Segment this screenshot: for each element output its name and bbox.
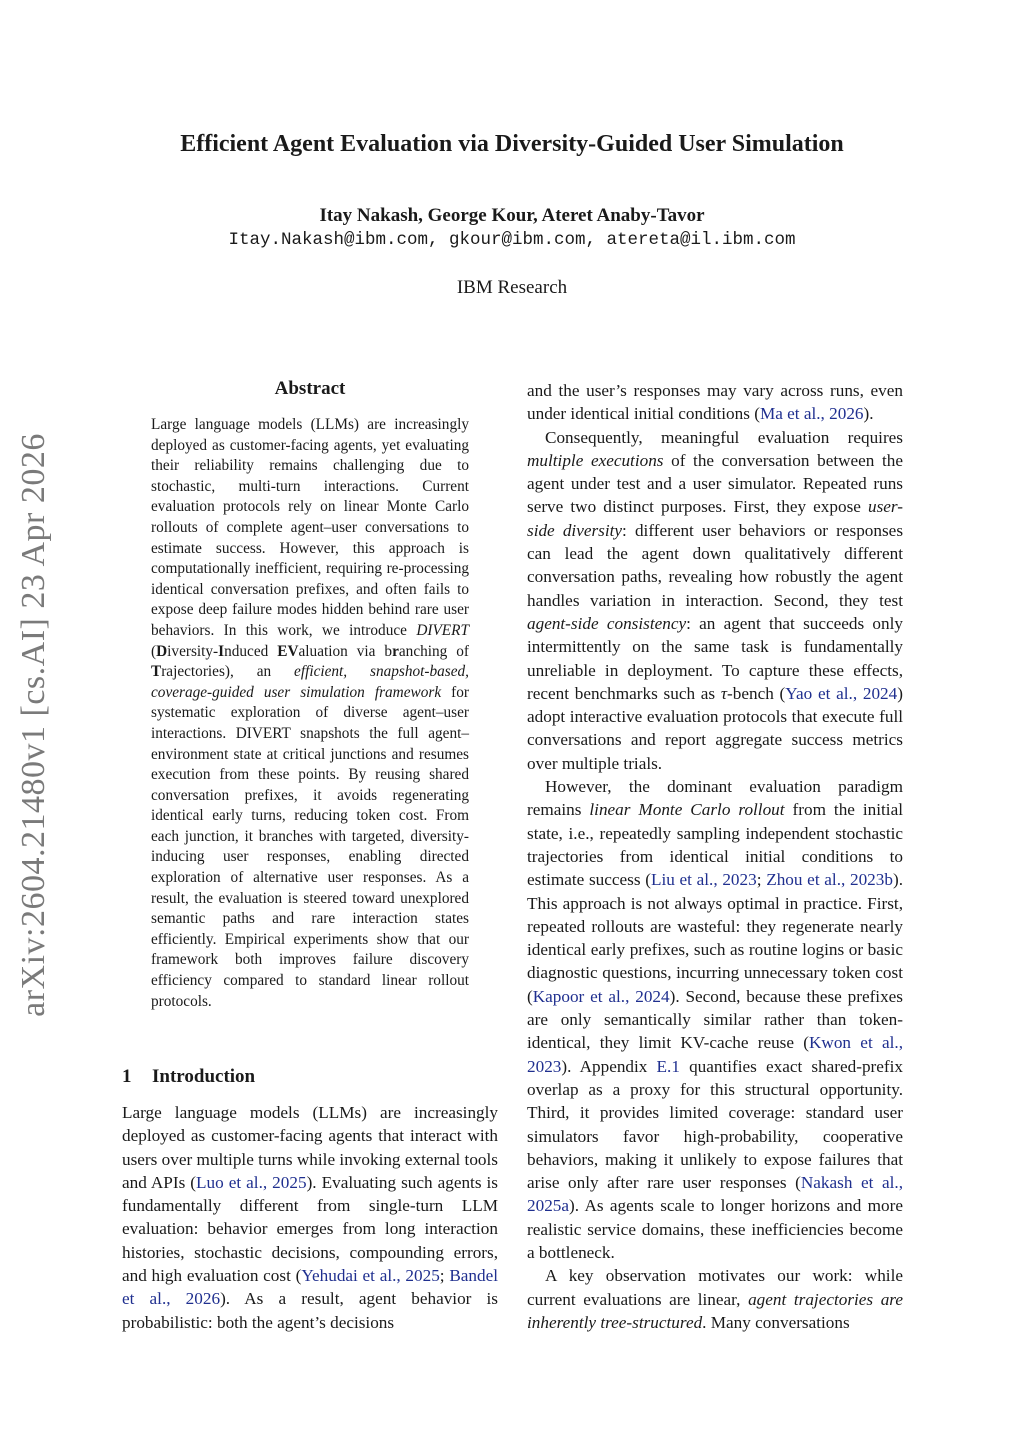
abstract-heading: Abstract: [274, 378, 346, 399]
appendix-link[interactable]: E.1: [656, 1056, 680, 1076]
body-paragraph: and the user’s responses may vary across runs, even under identical initial conditions (Ma et al., 2026).: [527, 381, 903, 424]
body-paragraph: However, the dominant evaluation paradigm remains linear Monte Carlo rollout from the initial state, i.e., repeatedly sampling independent stochastic trajectories from identical initial conditions to estimate success (Liu et al., 2023; Zhou et al., 2023b). This approach is not always optimal in practice. First, repeated rollouts are wasteful: they regenerate nearly identical early prefixes, such as routine logins or basic diagnostic questions, incurring unnecessary token cost (Kapoor et al., 2024). Second, because these prefixes are only semantically similar rather than token-identical, they limit KV-cache reuse (Kwon et al., 2023). Appendix E.1 quantifies exact shared-prefix overlap as a proxy for this structural opportunity. Third, it provides limited coverage: standard user simulators favor high-probability, cooperative behaviors, making it unlikely to expose failures that arise only after rare user responses (Nakash et al., 2025a). As agents scale to longer horizons and more realistic service domains, these inefficiencies become a bottleneck.: [527, 777, 904, 1262]
right-column: [527, 379, 903, 1334]
arxiv-identifier: arXiv:2604.21480v1 [cs.AI] 23 Apr 2026: [15, 433, 53, 1017]
arxiv-side-stamp: [2, 430, 66, 1020]
section-heading-introduction: [122, 1066, 255, 1088]
citation-link[interactable]: Bandel et al., 2026: [122, 1266, 498, 1309]
citation-link[interactable]: Yehudai et al., 2025: [301, 1266, 440, 1286]
citation-link[interactable]: Zhou et al., 2023b: [766, 870, 893, 890]
section-number: 1: [122, 1066, 132, 1087]
introduction-left-column: [122, 1101, 498, 1334]
body-paragraph: Consequently, meaningful evaluation requires multiple executions of the conversation between the agent under test and a user simulator. Repeated runs serve two distinct purposes. First, they expose user-side diversity: different user behaviors or responses can lead the agent down qualitatively different conversation paths, revealing how robustly the agent handles variation in interaction. Second, they test agent-side consistency: an agent that succeeds only intermittently on the same task is fundamentally unreliable in deployment. To capture these effects, recent benchmarks such as τ-bench (Yao et al., 2024) adopt interactive evaluation protocols that execute full conversations and report aggregate success metrics over multiple trials.: [527, 427, 904, 773]
body-paragraph: A key observation motivates our work: while current evaluations are linear, agent trajectories are inherently tree-structured. Many conversations: [527, 1266, 903, 1332]
citation-link[interactable]: Yao et al., 2024: [785, 683, 898, 703]
citation-link[interactable]: Nakash et al., 2025a: [527, 1173, 904, 1216]
citation-link[interactable]: Luo et al., 2025: [196, 1172, 307, 1192]
abstract-paragraph: Large language models (LLMs) are increasingly deployed as customer-facing agents, yet evaluating their reliability remains challenging due to stochastic, multi-turn interactions. Current evaluation protocols rely on linear Monte Carlo rollouts of complete agent–user conversations to estimate success. However, this approach is computationally inefficient, requiring re-processing identical conversation prefixes, and often fails to expose deep failure modes hidden behind rare user behaviors. In this work, we introduce DIVERT (Diversity-Induced EValuation via branching of Trajectories), an efficient, snapshot-based, coverage-guided user simulation framework for systematic exploration of diverse agent–user interactions. DIVERT snapshots the full agent–environment state at critical junctions and resumes execution from these points. By reusing shared conversation prefixes, it avoids regenerating identical early turns, reducing token cost. From each junction, it branches with targeted, diversity-inducing user responses, enabling directed exploration of alternative user responses. As a result, the evaluation is steered toward unexplored semantic paths and rare interaction states efficiently. Empirical experiments show that our framework both improves failure discovery efficiency compared to standard linear rollout protocols.: [151, 416, 470, 1010]
section-title: Introduction: [152, 1066, 256, 1087]
author-emails: Itay.Nakash@ibm.com, gkour@ibm.com, atereta@il.ibm.com: [228, 230, 796, 250]
citation-link[interactable]: Kwon et al., 2023: [527, 1033, 903, 1076]
paper-title: Efficient Agent Evaluation via Diversity-Guided User Simulation: [180, 131, 844, 157]
citation-link[interactable]: Kapoor et al., 2024: [532, 986, 670, 1006]
intro-paragraph: Large language models (LLMs) are increasingly deployed as customer-facing agents that interact with users over multiple turns while invoking external tools and APIs (Luo et al., 2025). Evaluating such agents is fundamentally different from single-turn LLM evaluation: behavior emerges from long interaction histories, stochastic decisions, compounding errors, and high evaluation cost (Yehudai et al., 2025; Bandel et al., 2026). As a result, agent behavior is probabilistic: both the agent’s decisions: [122, 1103, 499, 1332]
author-list: Itay Nakash, George Kour, Ateret Anaby-Tavor: [319, 205, 705, 226]
abstract-body: [151, 415, 469, 1012]
tau-symbol: τ: [720, 683, 728, 703]
affiliation: IBM Research: [456, 277, 568, 298]
citation-link[interactable]: Liu et al., 2023: [650, 870, 757, 890]
citation-link[interactable]: Ma et al., 2026: [759, 404, 864, 424]
